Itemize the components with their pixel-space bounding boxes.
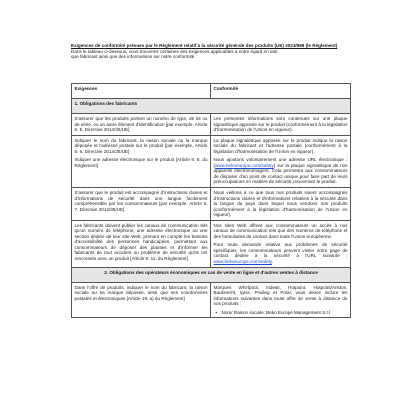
compliance-text: La plaque signalétique apposée sur le produit indique la raison sociale du fabricant et l'adresse postale (conformément à la législation d'harmonisation de l'Union en vigueur). [213, 137, 348, 154]
table-row [72, 188, 351, 221]
compliance-cell [211, 114, 351, 136]
table-row [72, 114, 351, 136]
requirement-text: Indiquer une adresse électronique sur le produit [Article 9. 6. du Règlement] [74, 157, 208, 168]
document-title: Exigences de conformité prévues par le Règlement relatif à la sécurité générale des produits (UE) 2023/988 (le Règlement) [71, 43, 338, 48]
safety-link[interactable]: www.bekoeurope.com/safety [215, 162, 274, 168]
compliance-cell [211, 282, 351, 318]
compliance-text-part: Pour toute demande relative aux problèmes de sécurité spécifiques, les consommateurs peuvent visiter notre page de contact dédiée à la sécurité à l'URL suivante : [213, 242, 348, 259]
compliance-text-part: Nous ajoutons volontairement une adresse URL électronique : ( [213, 157, 348, 168]
requirement-text: Indiquer le nom du fabricant, la raison sociale ou la marque déposée et l'adresse postale sur le produit [par exemple, Article 6. 6. Directive 2014/35/UE] [74, 137, 208, 154]
section-title-2: 2. Obligations des opérateurs économiques en cas de vente en ligne et d'autres ventes à distance [72, 267, 351, 282]
safety-link[interactable]: www.bekoeurope.com/safety [213, 259, 272, 265]
header-exigences: Exigences [72, 84, 211, 99]
header-conformite: Conformité [211, 84, 351, 99]
requirement-text: Les fabricants doivent publier les canaux de communication tels qu'un numéro de téléphone, une adresse électronique ou une section dédiée de leur site Web, prenant en compte les besoins d'accessibilité des personnes handicapées, permettant aux consommateurs de déposer des plaintes et d'informer les fabricants de tout accident ou problème de sécurité qu'ils ont rencontrés avec un produit [Article 9. 11. du Règlement] [74, 222, 208, 262]
table-header-row [72, 84, 351, 99]
requirement-text: S'assurer que les produits portent un numéro de type, de lot ou de série, ou un autre élément d'identification [par exemple, Article 6. 5. Directive 2014/35/UE] [74, 116, 208, 133]
compliance-text: Nos sites Web offrent aux consommateurs un accès à nos canaux de communication tels que des numéros de téléphone et des formulaires de contact dans toute l'Union européenne. [213, 222, 348, 239]
table-row [72, 220, 351, 267]
requirement-cell [72, 188, 211, 221]
compliance-cell [211, 135, 351, 187]
table-row [72, 282, 351, 318]
compliance-text: Nous veillons à ce que tous nos produits soient accompagnés d'instructions claires et d'informations relatives à la sécurité dans la langue du pays dans lequel nous vendons nos produits (conformément à la législation d'harmonisation de l'Union en vigueur). [213, 190, 348, 218]
section-row-1 [72, 99, 351, 114]
requirement-cell [72, 220, 211, 267]
compliance-text: Les présentes informations sont contenues sur une plaque signalétique apposée sur le produit (conformément à la législation d'harmonisation de l'Union en vigueur). [213, 116, 348, 133]
compliance-cell [211, 188, 351, 221]
requirement-cell [72, 135, 211, 187]
compliance-text [214, 242, 348, 264]
intro-line-1: Dans le tableau ci-dessous, vous trouverez certaines des exigences applicables à notre égard en tant [71, 48, 278, 54]
intro-line-2: que fabricant ainsi que des informations sur notre conformité : [71, 54, 197, 60]
compliance-text-part: . [271, 259, 274, 265]
section-title-1: 1. Obligations des fabricants [72, 99, 351, 114]
compliance-text-part: ) sur la plaque signalétique de nos appareils électroménagers. Cela permettra aux consommateurs de disposer d'un point de contact unique pour faire part de leurs préoccupations en matière de sécurité concernant le produit. [213, 162, 348, 185]
section-row-2 [72, 267, 351, 282]
requirement-cell [72, 114, 211, 136]
requirement-text: Dans l'offre de produits, indiquer le nom du fabricant, la raison sociale ou sa marque déposée, ainsi que ses coordonnées postales et électroniques [Article 19. a) du Règlement] [74, 284, 208, 301]
bullet-item: • Nom/ Raison sociale: Beko Europe Management S.r.l [214, 310, 348, 316]
requirement-cell [72, 282, 211, 318]
table-row [72, 135, 351, 187]
compliance-text: Marques Whirlpool, Indesit, Hotpoint, Hotpoint/Ariston, Bauknecht, Ignis, Privileg et Polar, vous devez inclure les informations suivantes dans toute offre de vente à distance de nos produits : [213, 284, 348, 307]
requirement-text: S'assurer que le produit est accompagné d'instructions claires et d'informations de sécurité dans une langue facilement compréhensible par les consommateurs [par exemple, Article 6. 7. Directive 2014/35/UE] [74, 190, 208, 212]
compliance-cell [211, 220, 351, 267]
compliance-text [214, 157, 348, 185]
intro-block [71, 43, 371, 60]
compliance-table [71, 83, 351, 318]
